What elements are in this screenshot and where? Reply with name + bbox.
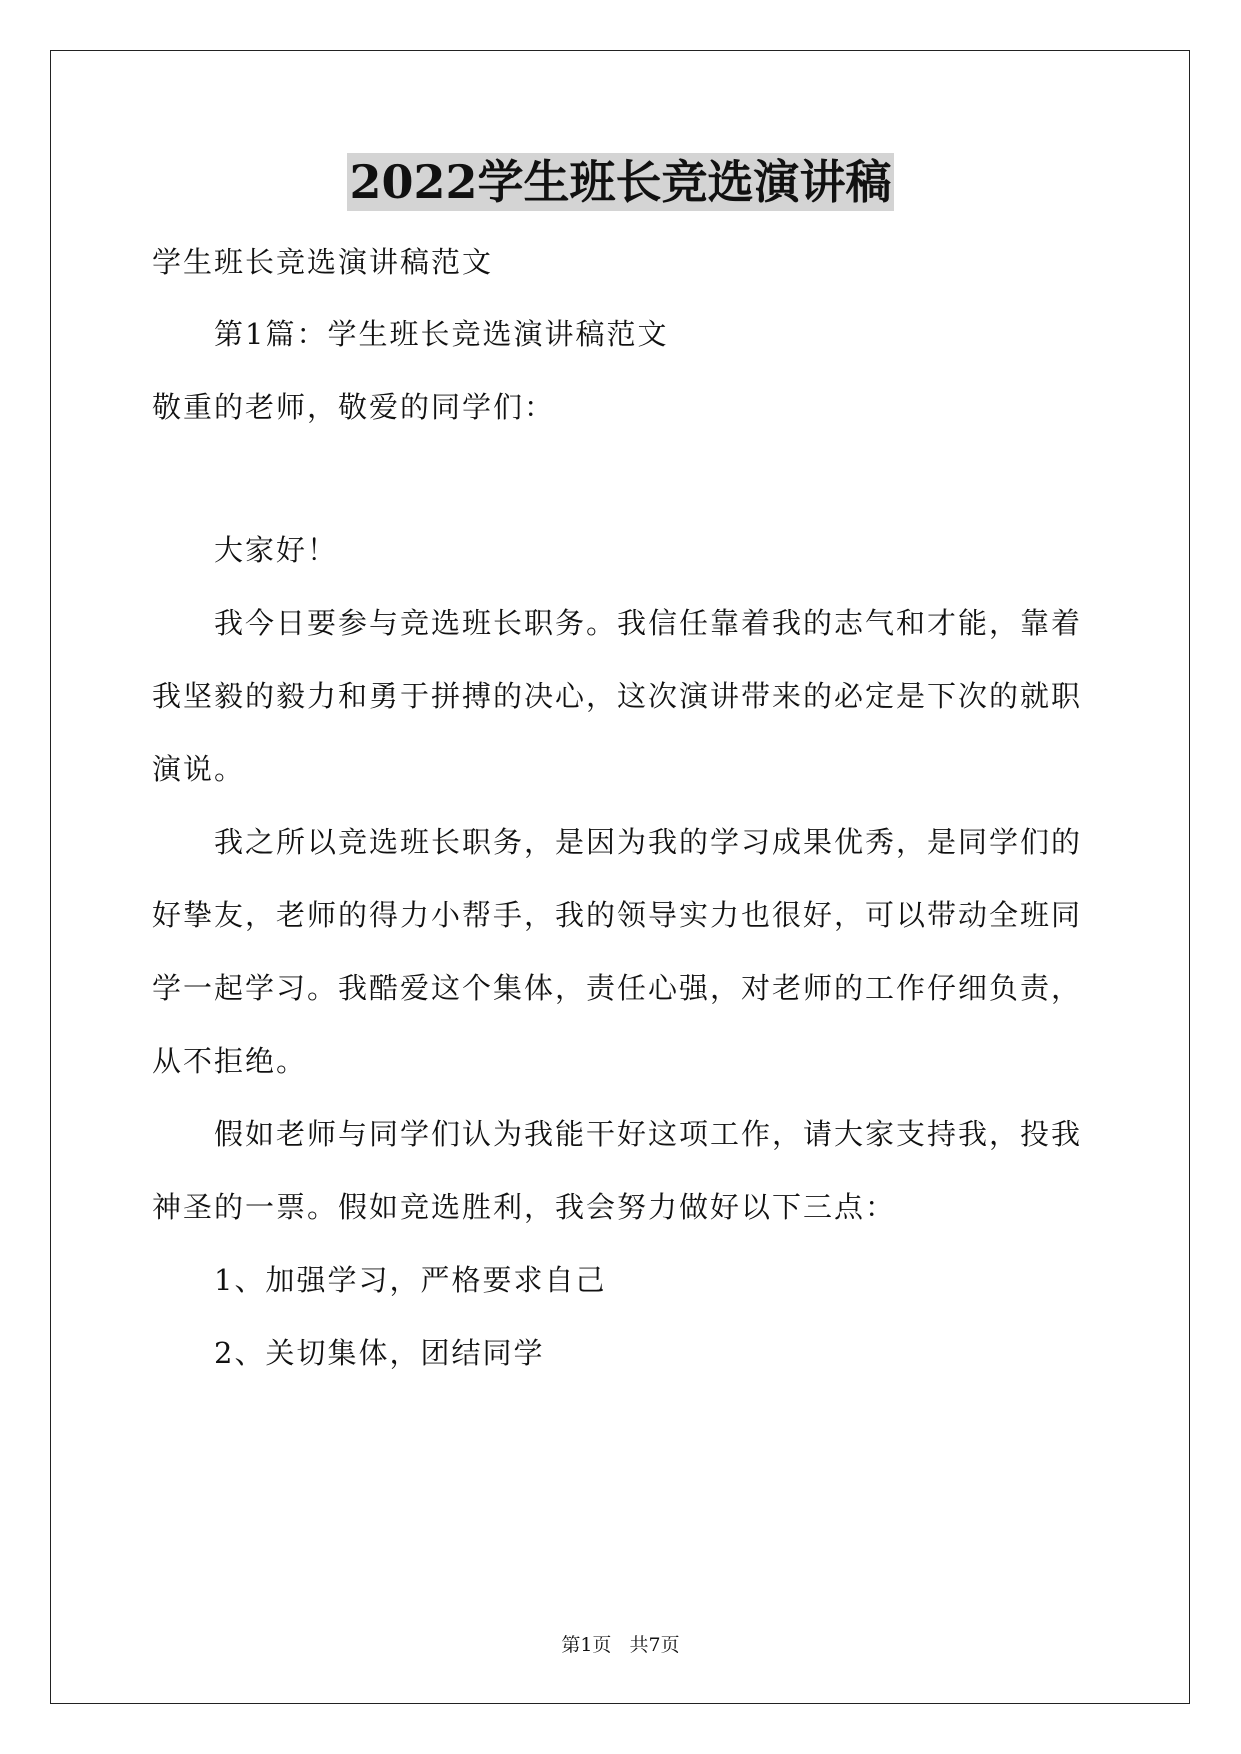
section-heading: 第1篇：学生班长竞选演讲稿范文: [214, 317, 669, 351]
paragraph-line: 我今日要参与竞选班长职务。我信任靠着我的志气和才能，靠着: [214, 606, 1083, 640]
paragraph-line: 我坚毅的毅力和勇于拼搏的决心，这次演讲带来的必定是下次的就职: [152, 679, 1083, 713]
paragraph-line: 演说。: [152, 752, 246, 786]
title-container: [0, 153, 1241, 211]
paragraph-line: 假如老师与同学们认为我能干好这项工作，请大家支持我，投我: [214, 1117, 1083, 1151]
paragraph-line: 学一起学习。我酷爱这个集体，责任心强，对老师的工作仔细负责，: [152, 971, 1083, 1005]
greeting: 大家好！: [214, 533, 339, 567]
salutation: 敬重的老师，敬爱的同学们：: [152, 390, 556, 424]
paragraph-line: 从不拒绝。: [152, 1044, 308, 1078]
paragraph-line: 好挚友，老师的得力小帮手，我的领导实力也很好，可以带动全班同: [152, 898, 1083, 932]
list-item: 1、加强学习，严格要求自己: [214, 1263, 607, 1297]
page-border: [50, 50, 1190, 1704]
paragraph-line: 神圣的一票。假如竞选胜利，我会努力做好以下三点：: [152, 1190, 897, 1224]
document-title: 2022学生班长竞选演讲稿: [349, 155, 892, 209]
page-footer: 第1页 共7页: [561, 1634, 680, 1656]
list-item: 2、关切集体，团结同学: [214, 1336, 545, 1370]
subtitle-line: 学生班长竞选演讲稿范文: [152, 245, 494, 279]
paragraph-line: 我之所以竞选班长职务，是因为我的学习成果优秀，是同学们的: [214, 825, 1083, 859]
